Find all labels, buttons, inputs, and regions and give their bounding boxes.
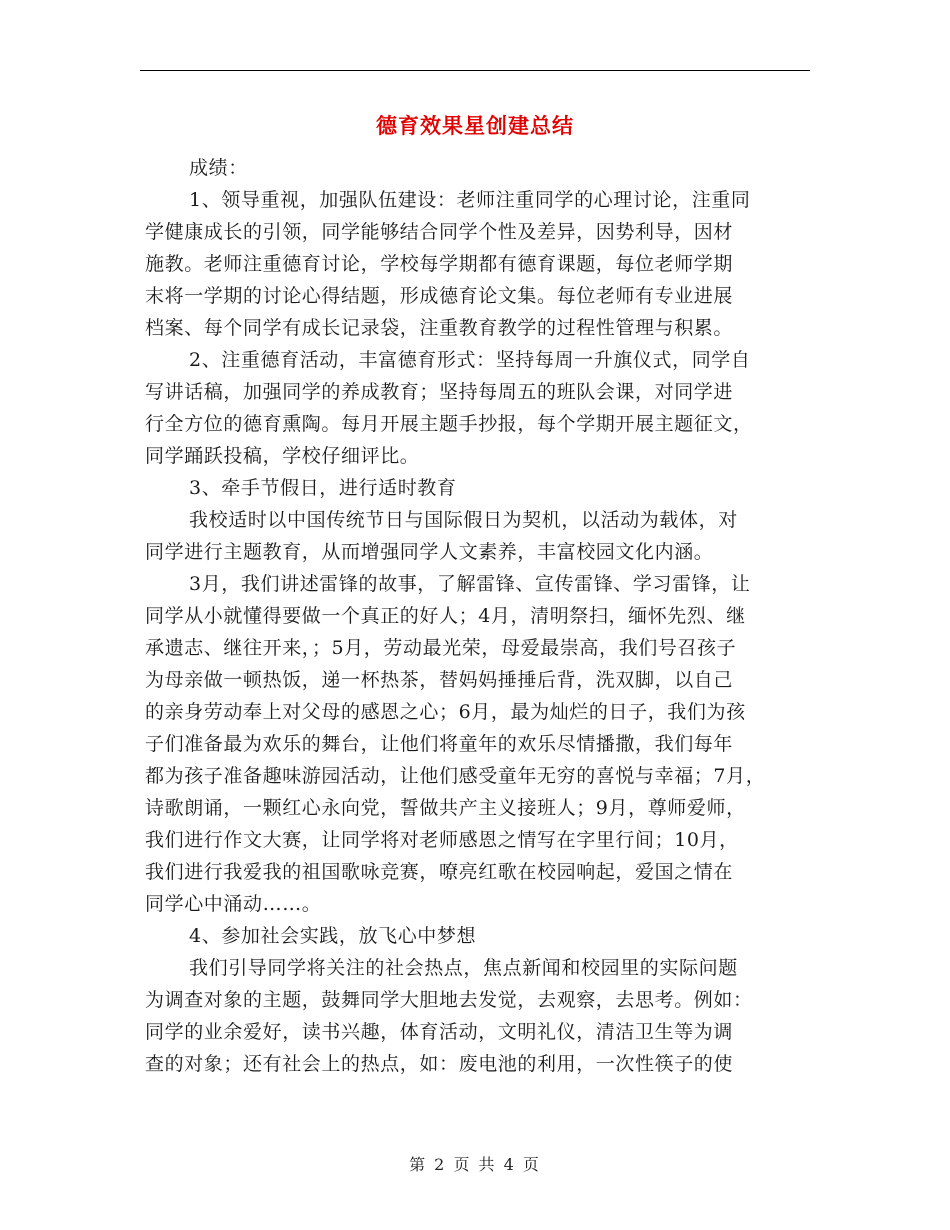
text-line: 档案、每个同学有成长记录袋，注重教育教学的过程性管理与积累。 [145, 317, 734, 339]
text-line: 写讲话稿，加强同学的养成教育；坚持每周五的班队会课，对同学进 [145, 381, 734, 403]
text-line: 成绩： [189, 157, 248, 179]
text-line: 同学从小就懂得要做一个真正的好人；4月，清明祭扫，缅怀先烈、继 [145, 605, 746, 627]
text-line: 都为孩子准备趣味游园活动，让他们感受童年无穷的喜悦与幸福；7月， [145, 765, 766, 787]
text-line: 3月，我们讲述雷锋的故事，了解雷锋、宣传雷锋、学习雷锋，让 [189, 573, 751, 595]
text-line: 为调查对象的主题，鼓舞同学大胆地去发觉，去观察，去思考。例如： [145, 989, 753, 1011]
text-line: 2、注重德育活动，丰富德育形式：坚持每周一升旗仪式，同学自 [189, 349, 751, 371]
header-rule [140, 70, 810, 71]
text-line: 我们引导同学将关注的社会热点，焦点新闻和校园里的实际问题 [189, 957, 738, 979]
text-line: 为母亲做一顿热饭，递一杯热茶，替妈妈捶捶后背，洗双脚，以自己 [145, 669, 734, 691]
text-line: 同学心中涌动……。 [145, 893, 322, 915]
text-line: 学健康成长的引领，同学能够结合同学个性及差异，因势利导，因材 [145, 221, 734, 243]
text-line: 末将一学期的讨论心得结题，形成德育论文集。每位老师有专业进展 [145, 285, 734, 307]
document-body [145, 152, 820, 1080]
text-line: 查的对象；还有社会上的热点，如：废电池的利用，一次性筷子的使 [145, 1053, 734, 1075]
text-line: 4、参加社会实践，放飞心中梦想 [189, 925, 477, 947]
text-line: 的亲身劳动奉上对父母的感恩之心；6月，最为灿烂的日子，我们为孩 [145, 701, 746, 723]
text-line: 行全方位的德育熏陶。每月开展主题手抄报，每个学期开展主题征文， [145, 413, 753, 435]
page-footer: 第 2 页 共 4 页 [409, 1155, 541, 1174]
text-line: 3、牵手节假日，进行适时教育 [189, 477, 457, 499]
text-line: 承遗志、继往开来，；5月，劳动最光荣，母爱最崇高，我们号召孩子 [145, 637, 737, 659]
text-line: 1、领导重视，加强队伍建设：老师注重同学的心理讨论，注重同 [189, 189, 751, 211]
text-line: 同学进行主题教育，从而增强同学人文素养，丰富校园文化内涵。 [145, 541, 714, 563]
document-title: 德育效果星创建总结 [376, 113, 574, 138]
text-line: 我校适时以中国传统节日与国际假日为契机，以活动为载体，对 [189, 509, 738, 531]
text-line: 我们进行我爱我的祖国歌咏竞赛，嘹亮红歌在校园响起，爱国之情在 [145, 861, 734, 883]
text-line: 子们准备最为欢乐的舞台，让他们将童年的欢乐尽情播撒，我们每年 [145, 733, 734, 755]
text-line: 诗歌朗诵，一颗红心永向党，誓做共产主义接班人；9月，尊师爱师， [145, 797, 746, 819]
text-line: 同学踊跃投稿，学校仔细评比。 [145, 445, 420, 467]
text-line: 我们进行作文大赛，让同学将对老师感恩之情写在字里行间；10月， [145, 829, 739, 851]
text-line: 同学的业余爱好，读书兴趣，体育活动，文明礼仪，清洁卫生等为调 [145, 1021, 734, 1043]
text-line: 施教。老师注重德育讨论，学校每学期都有德育课题，每位老师学期 [145, 253, 734, 275]
